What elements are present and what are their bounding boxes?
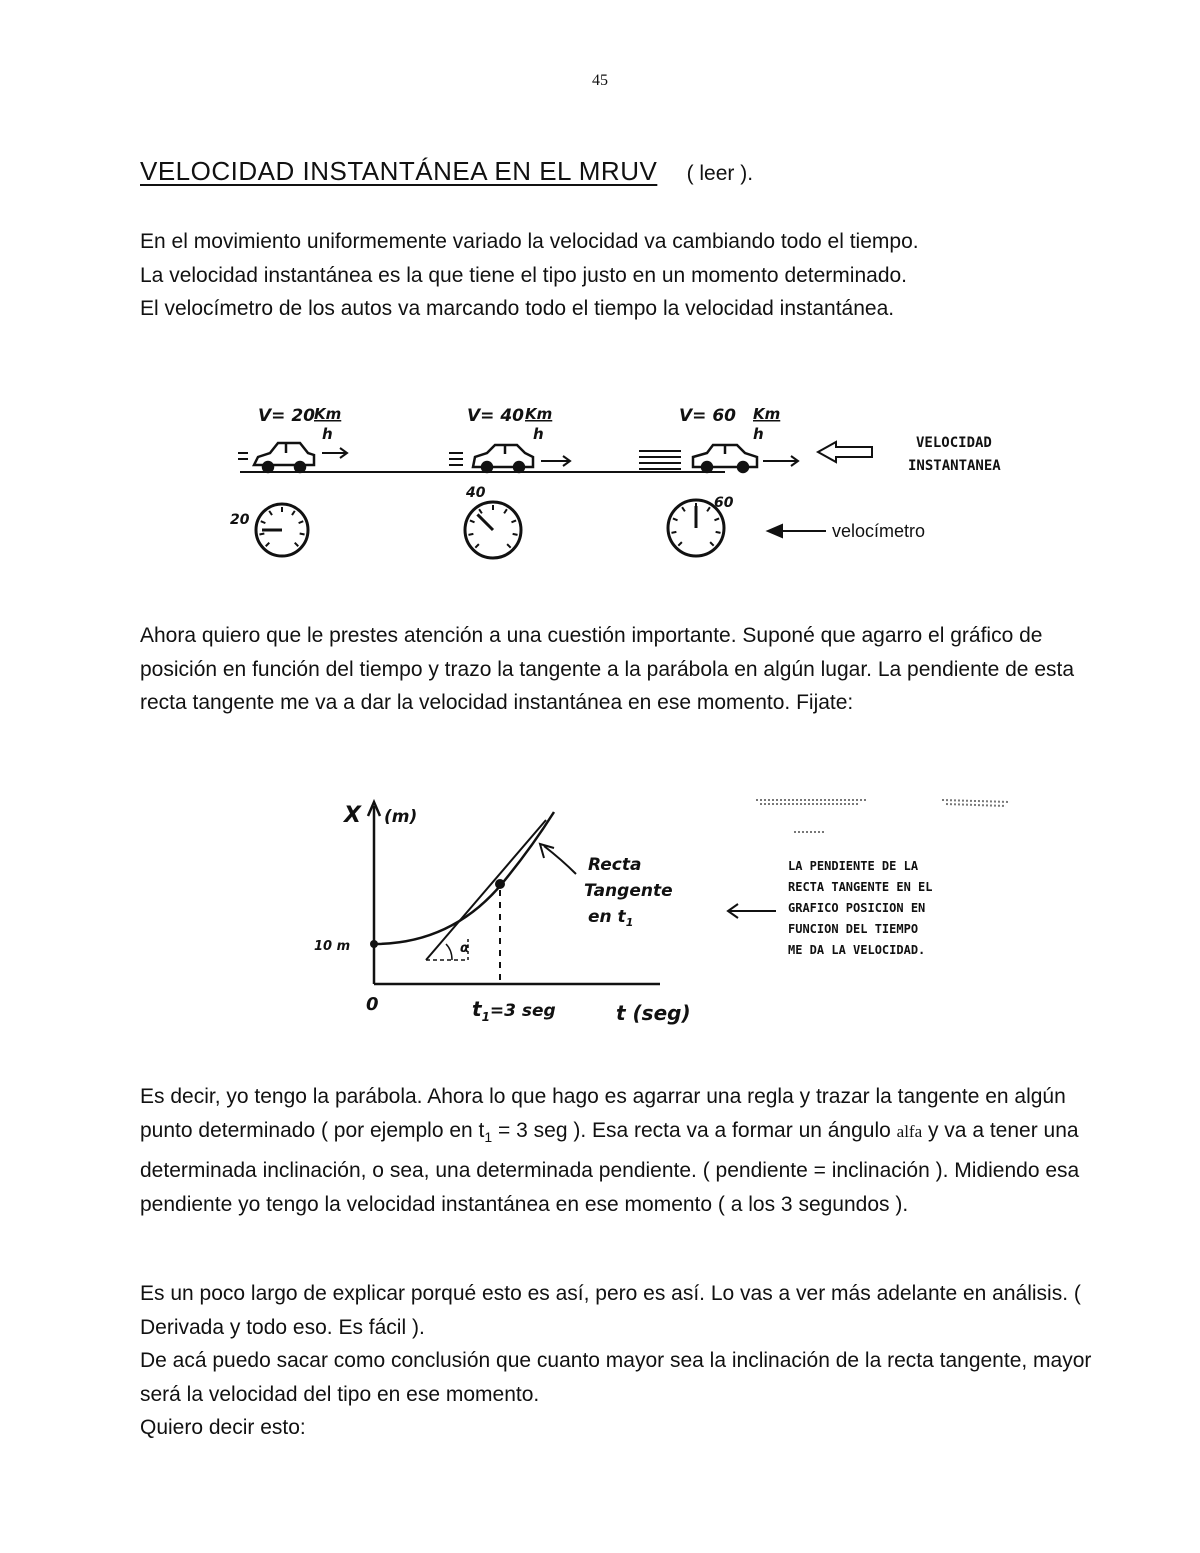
gauge-tick — [261, 521, 266, 523]
gauge-needle — [477, 514, 493, 530]
intro-line: La velocidad instantánea es la que tiene el tipo justo en un momento determinado. — [140, 263, 908, 287]
paragraph: Es un poco largo de explicar porqué esto es así, pero es así. Lo vas a ver más adelante en análisis. ( Derivada y todo eso. Es fácil ). — [140, 1282, 1081, 1339]
gauge-tick — [470, 520, 475, 522]
position-time-graph — [300, 790, 1040, 1060]
instant-velocity-label: INSTANTANEA — [908, 458, 1001, 474]
note-line: ME DA LA VELOCIDAD. — [788, 943, 926, 957]
scan-noise — [756, 800, 1010, 832]
gauge-tick — [299, 521, 304, 523]
car-speed-unit-top: Km — [314, 405, 342, 423]
gauge-tick — [507, 544, 511, 548]
gauge-tick — [479, 509, 482, 513]
gauge-tick — [259, 534, 264, 535]
tangent-arrow-icon — [540, 844, 576, 874]
note-arrow-icon — [728, 904, 776, 918]
tangent-point — [495, 879, 505, 889]
gauge-tick — [714, 518, 719, 520]
paragraph: Es decir, yo tengo la parábola. Ahora lo que hago es agarrar una regla y trazar la tangente en algún punto determinado ( por ejemplo en $t_1 = 3$ seg ). Esa recta va a formar un ángulo alfa y va a tener una determinada inclinación, o sea, una determinada pendiente. ( pendiente = inclinación ). Midiendo esa pendiente yo tengo la velocidad instantánea en ese momento ( a los 3 segundos ). — [140, 1085, 1080, 1216]
paragraph: Quiero decir esto: — [140, 1416, 306, 1439]
gauge-tick — [710, 542, 714, 546]
note-line: FUNCION DEL TIEMPO — [788, 922, 919, 936]
car-speed-label: V= 20 — [258, 406, 315, 426]
speedometer-gauge — [230, 504, 308, 556]
tangent-label: Tangente — [584, 881, 673, 901]
car-speed-unit-bottom: h — [753, 425, 764, 443]
speedometer-gauge — [465, 485, 521, 558]
alfa-word: alfa — [896, 1121, 923, 1141]
car-icon — [254, 443, 314, 472]
tangent-label: Recta — [588, 855, 642, 875]
heading-title: VELOCIDAD INSTANTÁNEA EN EL MRUV — [140, 156, 658, 186]
car-2 — [449, 405, 570, 472]
gauge-tick — [716, 532, 721, 533]
x-axis-label: t (seg) — [616, 1001, 691, 1025]
origin-label: 0 — [366, 994, 379, 1015]
car-speed-unit-top: Km — [753, 405, 781, 423]
gauge-tick — [678, 542, 682, 546]
y-intercept-point — [370, 940, 378, 948]
gauge-tick — [671, 532, 676, 533]
car-speed-label: V= 40 — [467, 406, 524, 426]
y-intercept-label: 10 m — [314, 939, 351, 954]
tangent-label: en $t_1$ — [588, 907, 634, 929]
t1-label: $t_1^{=3 seg}$ — [472, 997, 556, 1024]
section-heading — [140, 156, 753, 187]
arrow-icon — [763, 456, 798, 466]
gauge-value: 60 — [714, 495, 734, 511]
car-icon — [473, 445, 533, 472]
car-1 — [238, 405, 347, 472]
car-speed-unit-top: Km — [525, 405, 553, 423]
angle-arc — [446, 944, 452, 960]
parabola-curve — [374, 812, 554, 944]
arrow-icon — [541, 456, 570, 466]
car-speed-unit-bottom: h — [322, 425, 333, 443]
gauge-tick — [269, 511, 272, 515]
instant-velocity-label: VELOCIDAD — [916, 435, 992, 451]
intro-paragraph — [140, 225, 1100, 326]
gauge-tick — [300, 534, 305, 535]
gauge-tick — [475, 544, 479, 548]
note-line: RECTA TANGENTE EN EL — [788, 880, 933, 894]
arrow-icon — [322, 448, 347, 458]
gauge-tick — [673, 518, 678, 520]
y-axis-unit: (m) — [384, 807, 418, 827]
y-axis-label: X — [344, 803, 361, 828]
tangent-line — [426, 820, 546, 960]
speedometer-arrow-icon — [768, 525, 826, 537]
paragraph: De acá puedo sacar como conclusión que cuanto mayor sea la inclinación de la recta tangente, mayor será la velocidad del tipo en ese momento. — [140, 1349, 1092, 1406]
gauge-tick — [513, 534, 518, 535]
speedometer-label: velocímetro — [832, 521, 926, 541]
car-speed-unit-bottom: h — [533, 425, 544, 443]
gauge-tick — [707, 507, 710, 511]
paragraph: Ahora quiero que le prestes atención a una cuestión importante. Suponé que agarro el gráfico de posición en función del tiempo y trazo la tangente a la parábola en algún lugar. La pendiente de esta recta tangente me va a dar la velocidad instantánea en ese momento. Fijate: — [140, 624, 1075, 714]
page-number: 45 — [592, 72, 608, 89]
speedometer-gauge — [668, 495, 734, 556]
slope-note — [788, 859, 933, 957]
hollow-arrow-icon — [818, 442, 872, 462]
car-icon — [693, 445, 757, 472]
gauge-tick — [468, 534, 473, 535]
gauge-tick — [511, 520, 516, 522]
heading-note: ( leer ). — [686, 162, 754, 185]
car-speedometer-figure — [220, 395, 1060, 575]
gauge-value: 20 — [230, 512, 250, 528]
note-line: LA PENDIENTE DE LA — [788, 859, 919, 873]
note-line: GRAFICO POSICION EN — [788, 901, 926, 915]
car-3 — [639, 405, 798, 472]
gauge-value: 40 — [466, 485, 486, 501]
intro-line: En el movimiento uniformemente variado la velocidad va cambiando todo el tiempo. — [140, 230, 919, 253]
car-speed-label: V= 60 — [679, 406, 736, 426]
gauge-tick — [295, 543, 299, 547]
intro-line: El velocímetro de los autos va marcando todo el tiempo la velocidad instantánea. — [140, 297, 895, 320]
paragraph-group — [140, 1277, 1100, 1445]
gauge-tick — [504, 509, 507, 513]
gauge-tick — [682, 507, 685, 511]
angle-label: α — [460, 941, 469, 956]
gauge-tick — [292, 511, 295, 515]
gauge-tick — [266, 543, 270, 547]
